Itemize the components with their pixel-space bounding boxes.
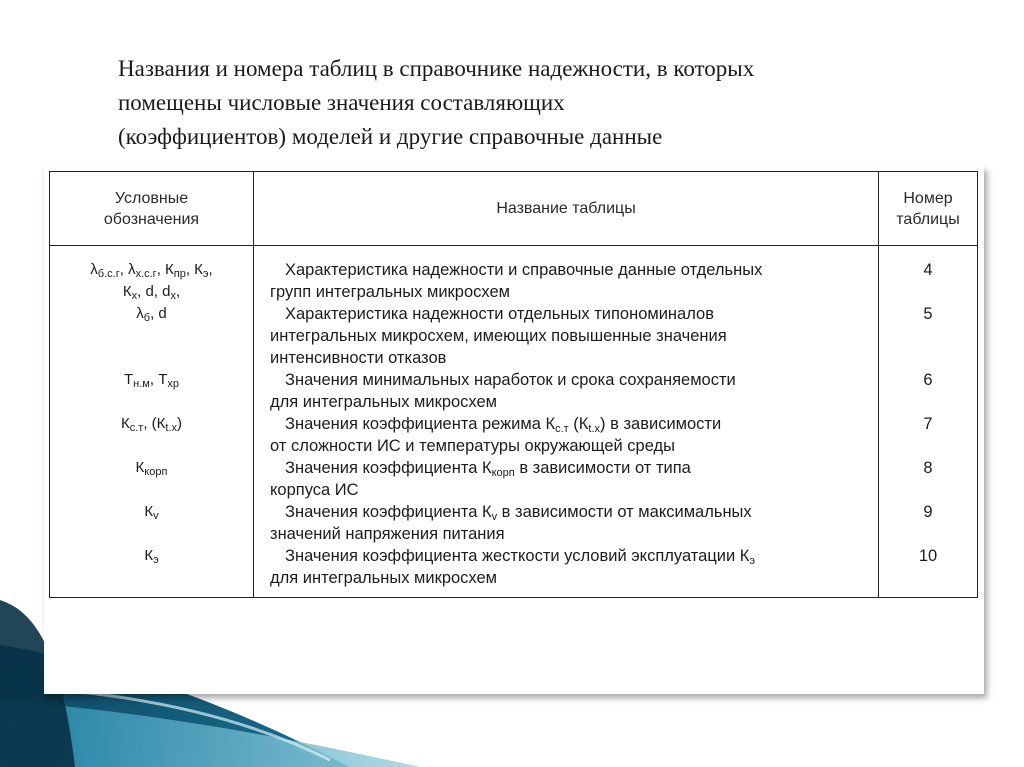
name-line [270, 281, 874, 303]
text-fragment: Характеристика надежности отдельных типономиналов [285, 305, 714, 323]
cell-symbols [50, 545, 254, 598]
text-fragment: , d [150, 305, 167, 322]
text-fragment: К [144, 547, 154, 564]
title-line-2: помещены числовые значения составляющих [118, 90, 565, 115]
cell-table-name [254, 303, 879, 369]
subscript: э [202, 268, 209, 280]
header-table-number: Номер таблицы [879, 172, 978, 246]
subscript: н.м [133, 378, 150, 390]
subscript: б [143, 312, 151, 324]
text-fragment: К [122, 283, 132, 300]
reference-table [49, 171, 978, 598]
cell-symbols [50, 303, 254, 369]
text-fragment: Т [124, 371, 134, 388]
text-fragment: значений напряжения питания [270, 525, 505, 543]
cell-table-number: 4 [879, 246, 978, 304]
name-line [270, 325, 874, 347]
text-fragment: , (К [143, 415, 166, 432]
cell-table-name [254, 457, 879, 501]
text-fragment: интегральных микросхем, имеющих повышенные значения [270, 327, 727, 345]
cell-table-number: 7 [879, 413, 978, 457]
table-header-row [50, 172, 978, 246]
title-line-3: (коэффициентов) моделей и другие справочные данные [118, 124, 663, 149]
table-row [50, 457, 978, 501]
name-line [270, 545, 874, 567]
cell-table-number: 6 [879, 369, 978, 413]
name-line [270, 413, 874, 435]
table-row [50, 545, 978, 598]
subscript: э [749, 555, 756, 567]
table-row [50, 303, 978, 369]
text-fragment: в зависимости от максимальных [497, 503, 752, 521]
subscript: х [170, 290, 176, 302]
name-line [270, 369, 874, 391]
name-line [270, 347, 874, 369]
cell-symbols [50, 369, 254, 413]
table-row [50, 369, 978, 413]
text-fragment: , λ [119, 261, 136, 278]
header-table-name: Название таблицы [254, 172, 879, 246]
subscript: пр [173, 268, 186, 280]
cell-table-name [254, 369, 879, 413]
cell-table-name [254, 501, 879, 545]
text-fragment: λ [90, 261, 98, 278]
cell-symbols [50, 246, 254, 304]
name-line [270, 303, 874, 325]
cell-symbols [50, 413, 254, 457]
text-fragment: интенсивности отказов [270, 349, 447, 367]
text-fragment: Значения коэффициента жесткости условий эксплуатации К [285, 547, 750, 565]
text-fragment: Значения коэффициента К [285, 459, 492, 477]
header-symbols: Условные обозначения [50, 172, 254, 246]
name-line [270, 435, 874, 457]
subscript: корп [491, 467, 515, 479]
text-fragment: Характеристика надежности и справочные данные отдельных [285, 261, 763, 279]
text-fragment: , К [185, 261, 203, 278]
text-fragment: в зависимости от типа [514, 459, 691, 477]
cell-symbols [50, 457, 254, 501]
text-fragment: , К [156, 261, 174, 278]
table-row [50, 413, 978, 457]
subscript: t.x [588, 423, 601, 435]
cell-table-name [254, 413, 879, 457]
text-fragment: от сложности ИС и температуры окружающей среды [270, 437, 676, 455]
name-line [270, 523, 874, 545]
name-line [270, 391, 874, 413]
cell-table-number: 10 [879, 545, 978, 598]
text-fragment: , d, d [137, 283, 171, 300]
subscript: х.с.г [135, 268, 157, 280]
table-row [50, 246, 978, 304]
subscript: t.x [165, 422, 178, 434]
subscript: б.с.г [97, 268, 120, 280]
cell-table-name [254, 246, 879, 304]
name-line [270, 259, 874, 281]
text-fragment: , [175, 283, 181, 300]
text-fragment: К [135, 459, 145, 476]
text-fragment: Значения коэффициента режима К [285, 415, 556, 433]
text-fragment: λ [136, 305, 144, 322]
name-line [270, 567, 874, 589]
subscript: с.т [129, 422, 144, 434]
subscript: v [153, 510, 159, 522]
cell-table-number: 8 [879, 457, 978, 501]
name-line [270, 457, 874, 479]
subscript: v [491, 511, 498, 523]
cell-symbols [50, 501, 254, 545]
name-line [270, 501, 874, 523]
text-fragment: (К [568, 415, 589, 433]
cell-table-name [254, 545, 879, 598]
text-fragment: для интегральных микросхем [270, 393, 498, 411]
table-row [50, 501, 978, 545]
cell-table-number: 5 [879, 303, 978, 369]
slide-title [118, 52, 938, 154]
text-fragment: К [144, 503, 154, 520]
text-fragment: , [208, 261, 213, 278]
text-fragment: Значения минимальных наработок и срока сохраняемости [285, 371, 736, 389]
text-fragment: Значения коэффициента К [285, 503, 492, 521]
table-body [50, 246, 978, 598]
subscript: хр [167, 378, 179, 390]
subscript: с.т [555, 423, 569, 435]
subscript: э [153, 554, 159, 566]
text-fragment: корпуса ИС [270, 481, 359, 499]
text-fragment: , Т [149, 371, 168, 388]
text-fragment: К [120, 415, 130, 432]
text-fragment: ) [177, 415, 183, 432]
cell-table-number: 9 [879, 501, 978, 545]
subscript: корп [144, 466, 168, 478]
text-fragment: для интегральных микросхем [270, 569, 498, 587]
text-fragment: групп интегральных микросхем [270, 283, 510, 301]
name-line [270, 479, 874, 501]
subscript: х [131, 290, 138, 302]
text-fragment: ) в зависимости [600, 415, 722, 433]
title-line-1: Названия и номера таблиц в справочнике надежности, в которых [118, 56, 755, 81]
